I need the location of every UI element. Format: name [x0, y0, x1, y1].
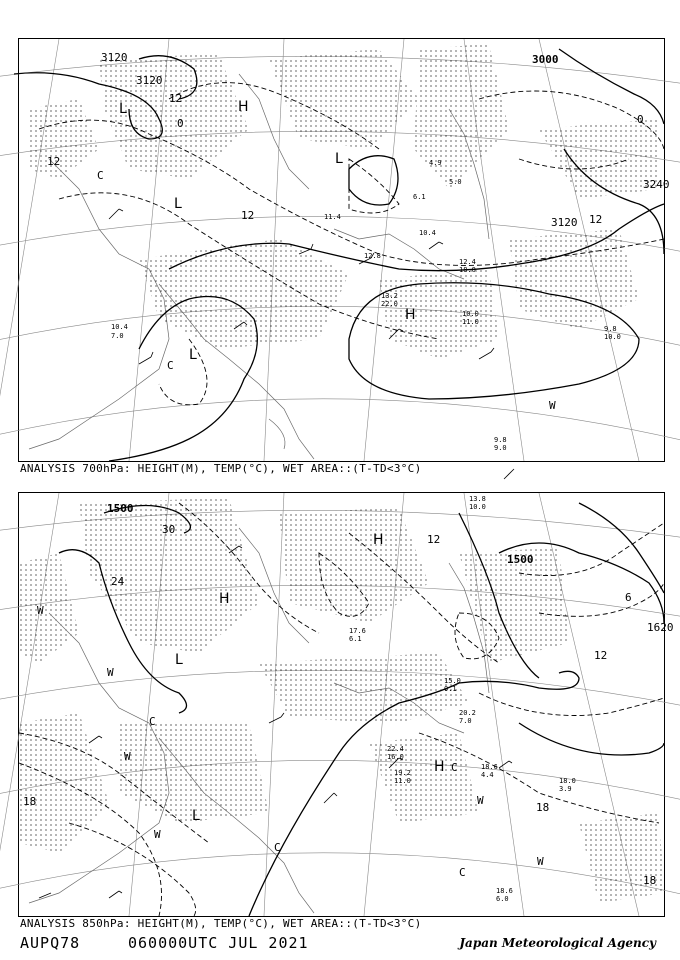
station-temp: 11.4	[324, 213, 341, 221]
height-label: 3240	[643, 178, 670, 191]
cold-center: C	[97, 169, 104, 182]
isotherm-label: 0	[637, 113, 644, 126]
map-panel-700hpa	[18, 38, 670, 462]
height-label: 1500	[107, 502, 134, 515]
station-temp: 6.1	[413, 193, 426, 201]
station-dewpoint: 7.0	[459, 717, 472, 725]
station-dewpoint: 6.0	[496, 895, 509, 903]
station-dewpoint: 4.4	[481, 771, 494, 779]
cold-center: C	[167, 359, 174, 372]
station-temp: 18.0	[559, 777, 576, 785]
low-pressure-center: L	[119, 101, 127, 117]
station-temp: 9.8	[494, 436, 507, 444]
station-dewpoint: 7.0	[111, 332, 124, 340]
height-label: 1500	[507, 553, 534, 566]
warm-center: W	[107, 666, 114, 679]
station-temp: 20.2	[459, 709, 476, 717]
warm-center: W	[549, 399, 556, 412]
wet-areas	[19, 498, 664, 903]
station-temp: 10.4	[111, 323, 128, 331]
isotherm-label: 12	[47, 155, 61, 168]
cold-center: C	[459, 866, 466, 879]
isotherm-label: 0	[177, 117, 184, 130]
agency-credit: Japan Meteorological Agency	[459, 936, 656, 950]
station-dewpoint: 22.0	[381, 300, 398, 308]
warm-center: W	[37, 604, 44, 617]
isotherm-label: 12	[427, 533, 441, 546]
station-dewpoint: 11.0	[394, 777, 411, 785]
isotherm-label: 6	[625, 591, 632, 604]
low-pressure-center: L	[189, 347, 197, 363]
warm-center: W	[154, 828, 161, 841]
station-temp: 9.8	[604, 325, 617, 333]
station-temp: 4.9	[429, 159, 442, 167]
cold-center: C	[451, 761, 458, 774]
station-dewpoint: 11.0	[462, 318, 479, 326]
caption-850hpa: ANALYSIS 850hPa: HEIGHT(M), TEMP(°C), WET AREA::(T-TD<3°C)	[20, 917, 422, 930]
station-temp: 13.8	[469, 495, 486, 503]
high-pressure-center: H	[434, 759, 445, 775]
valid-time: 060000UTC JUL 2021	[128, 934, 309, 952]
station-temp: 10.4	[419, 229, 436, 237]
cold-center: C	[274, 841, 281, 854]
station-temp: 17.6	[349, 627, 366, 635]
isotherm-label: 12	[241, 209, 255, 222]
low-pressure-center: L	[174, 196, 182, 212]
isotherm-label: 12	[594, 649, 608, 662]
station-temp: 15.0	[444, 677, 461, 685]
isotherm-label: 12	[169, 92, 183, 105]
station-temp: 5.0	[449, 178, 462, 186]
isotherm-label: 18	[536, 801, 550, 814]
low-pressure-center: L	[175, 652, 183, 668]
high-pressure-center: H	[373, 532, 384, 548]
station-dewpoint: 6.1	[349, 635, 362, 643]
cold-center: C	[149, 715, 156, 728]
station-temp: 18.6	[481, 763, 498, 771]
isotherm-label: 18	[643, 874, 657, 887]
station-temp: 12.8	[364, 252, 381, 260]
station-dewpoint: 0.1	[444, 685, 457, 693]
height-label: 1620	[647, 621, 674, 634]
high-pressure-center: H	[219, 591, 230, 607]
height-label: 3000	[532, 53, 559, 66]
warm-center: W	[477, 794, 484, 807]
isotherm-label: 12	[589, 213, 603, 226]
station-temp: 12.4	[459, 258, 476, 266]
warm-center: W	[124, 750, 131, 763]
map-panel-850hpa	[18, 492, 674, 917]
station-dewpoint: 10.0	[604, 333, 621, 341]
station-temp: 10.0	[462, 310, 479, 318]
warm-center: W	[537, 855, 544, 868]
isotherm-label: 18	[23, 795, 37, 808]
low-pressure-center: L	[335, 151, 343, 167]
low-pressure-center: L	[192, 808, 200, 824]
isotherm-label: 24	[111, 575, 125, 588]
station-temp: 18.6	[496, 887, 513, 895]
caption-700hpa: ANALYSIS 700hPa: HEIGHT(M), TEMP(°C), WET AREA::(T-TD<3°C)	[20, 462, 422, 475]
map-700hpa	[19, 39, 670, 461]
station-dewpoint: 18.0	[459, 266, 476, 274]
height-label: 3120	[551, 216, 578, 229]
station-dewpoint: 3.9	[559, 785, 572, 793]
product-id: AUPQ78	[20, 934, 81, 952]
isotherm-label: 30	[162, 523, 176, 536]
height-label: 3120	[101, 51, 128, 64]
station-dewpoint: 9.0	[494, 444, 507, 452]
station-dewpoint: 16.0	[387, 753, 404, 761]
station-temp: 22.4	[387, 745, 404, 753]
map-850hpa	[19, 493, 674, 916]
high-pressure-center: H	[405, 307, 416, 323]
station-temp: 19.2	[394, 769, 411, 777]
height-label: 3120	[136, 74, 163, 87]
station-temp: 13.2	[381, 292, 398, 300]
high-pressure-center: H	[238, 99, 249, 115]
station-dewpoint: 10.0	[469, 503, 486, 511]
